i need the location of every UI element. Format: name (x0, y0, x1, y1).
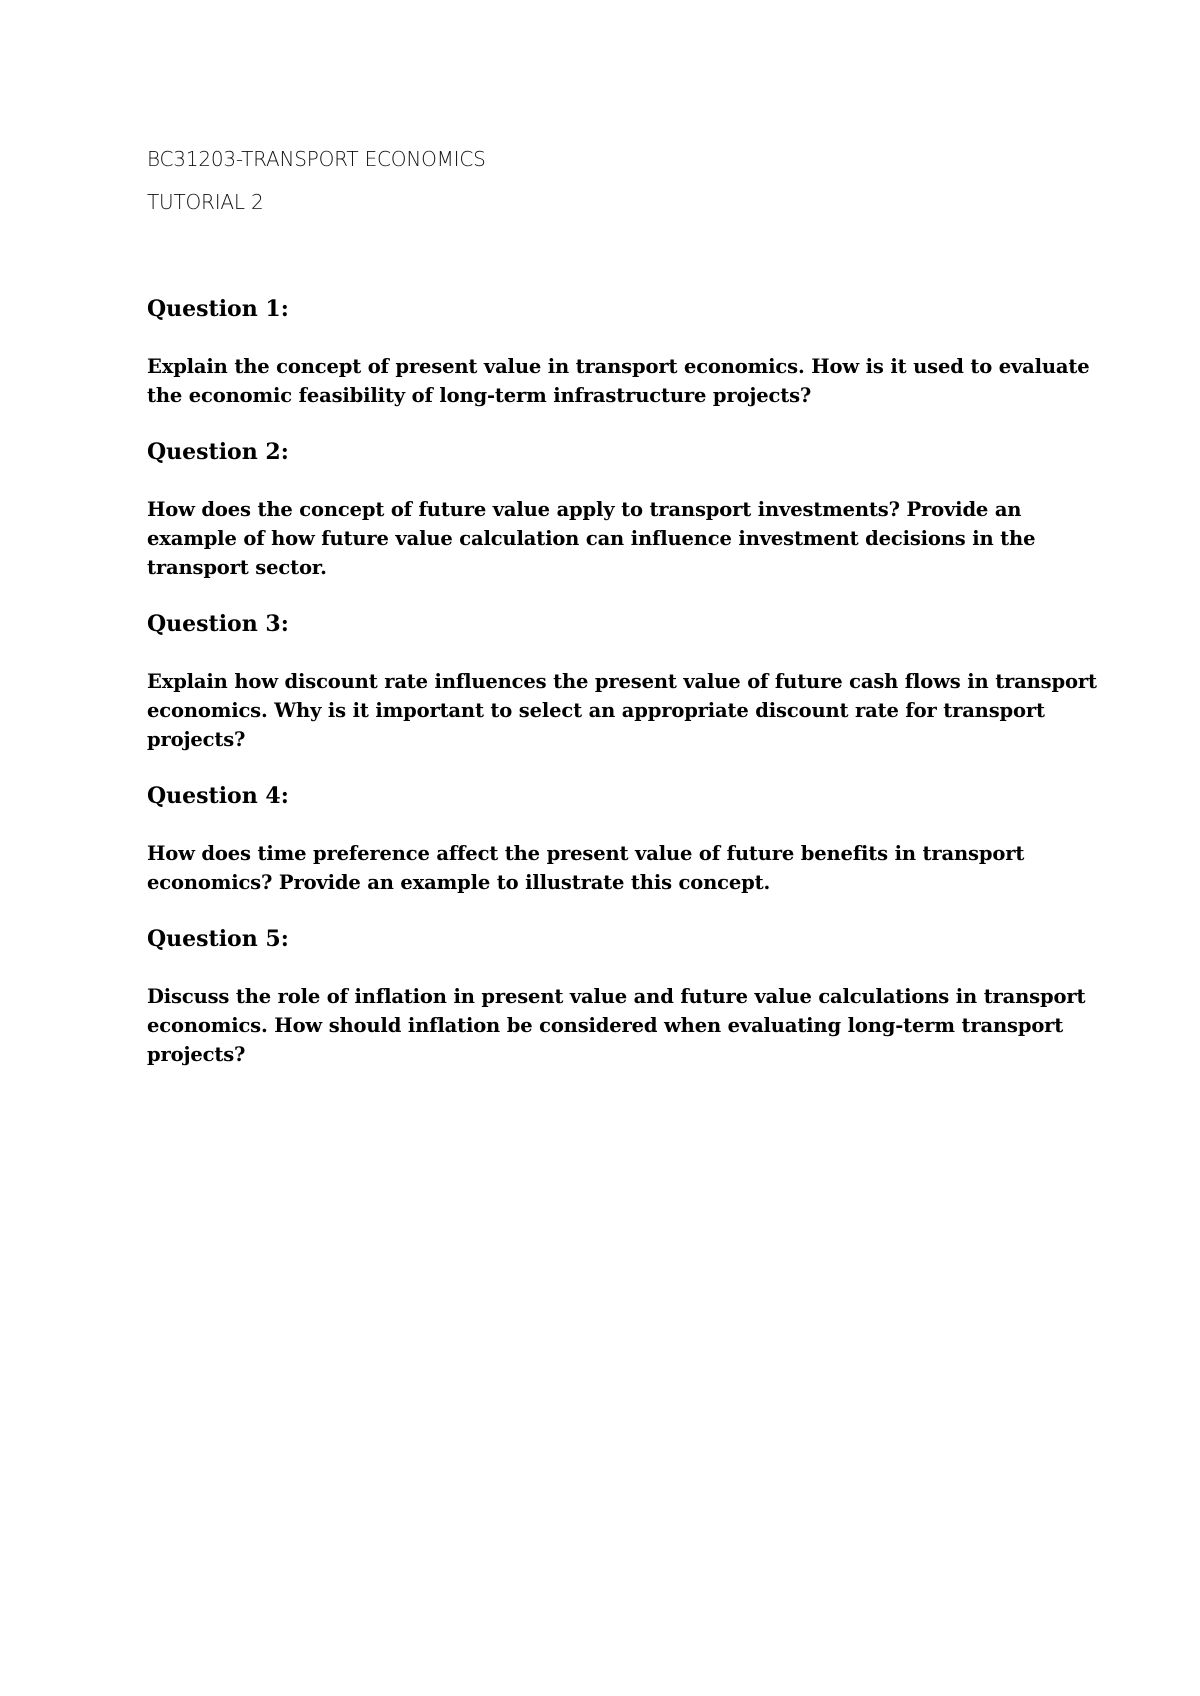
question-3-line-1: Explain how discount rate influences the present value of future cash flows in transport (147, 670, 1097, 693)
tutorial-number: TUTORIAL 2 (147, 190, 264, 214)
question-1-heading: Question 1: (147, 296, 289, 322)
question-5-line-3: projects? (147, 1043, 246, 1066)
question-3-text (147, 667, 1097, 754)
question-2-line-1: How does the concept of future value apply to transport investments? Provide an (147, 498, 1022, 521)
question-4-text (147, 839, 1067, 897)
question-1-line-2: the economic feasibility of long-term infrastructure projects? (147, 384, 812, 407)
question-2-line-2: example of how future value calculation can influence investment decisions in the (147, 527, 1036, 550)
question-5-line-1: Discuss the role of inflation in present value and future value calculations in transport (147, 985, 1086, 1008)
question-3-line-2: economics. Why is it important to select an appropriate discount rate for transport (147, 699, 1045, 722)
question-4-heading: Question 4: (147, 783, 289, 809)
question-3-heading: Question 3: (147, 611, 289, 637)
question-2-heading: Question 2: (147, 439, 289, 465)
question-2-line-3: transport sector. (147, 556, 327, 579)
question-1-text (147, 352, 1090, 410)
question-4-line-1: How does time preference affect the present value of future benefits in transport (147, 842, 1025, 865)
course-code-title: BC31203-TRANSPORT ECONOMICS (147, 147, 486, 171)
question-4-line-2: economics? Provide an example to illustrate this concept. (147, 871, 771, 894)
question-5-text (147, 982, 1086, 1069)
question-3-line-3: projects? (147, 728, 246, 751)
question-5-line-2: economics. How should inflation be considered when evaluating long-term transport (147, 1014, 1064, 1037)
question-5-heading: Question 5: (147, 926, 289, 952)
question-2-text (147, 495, 1067, 582)
question-1-line-1: Explain the concept of present value in transport economics. How is it used to evaluate (147, 355, 1090, 378)
